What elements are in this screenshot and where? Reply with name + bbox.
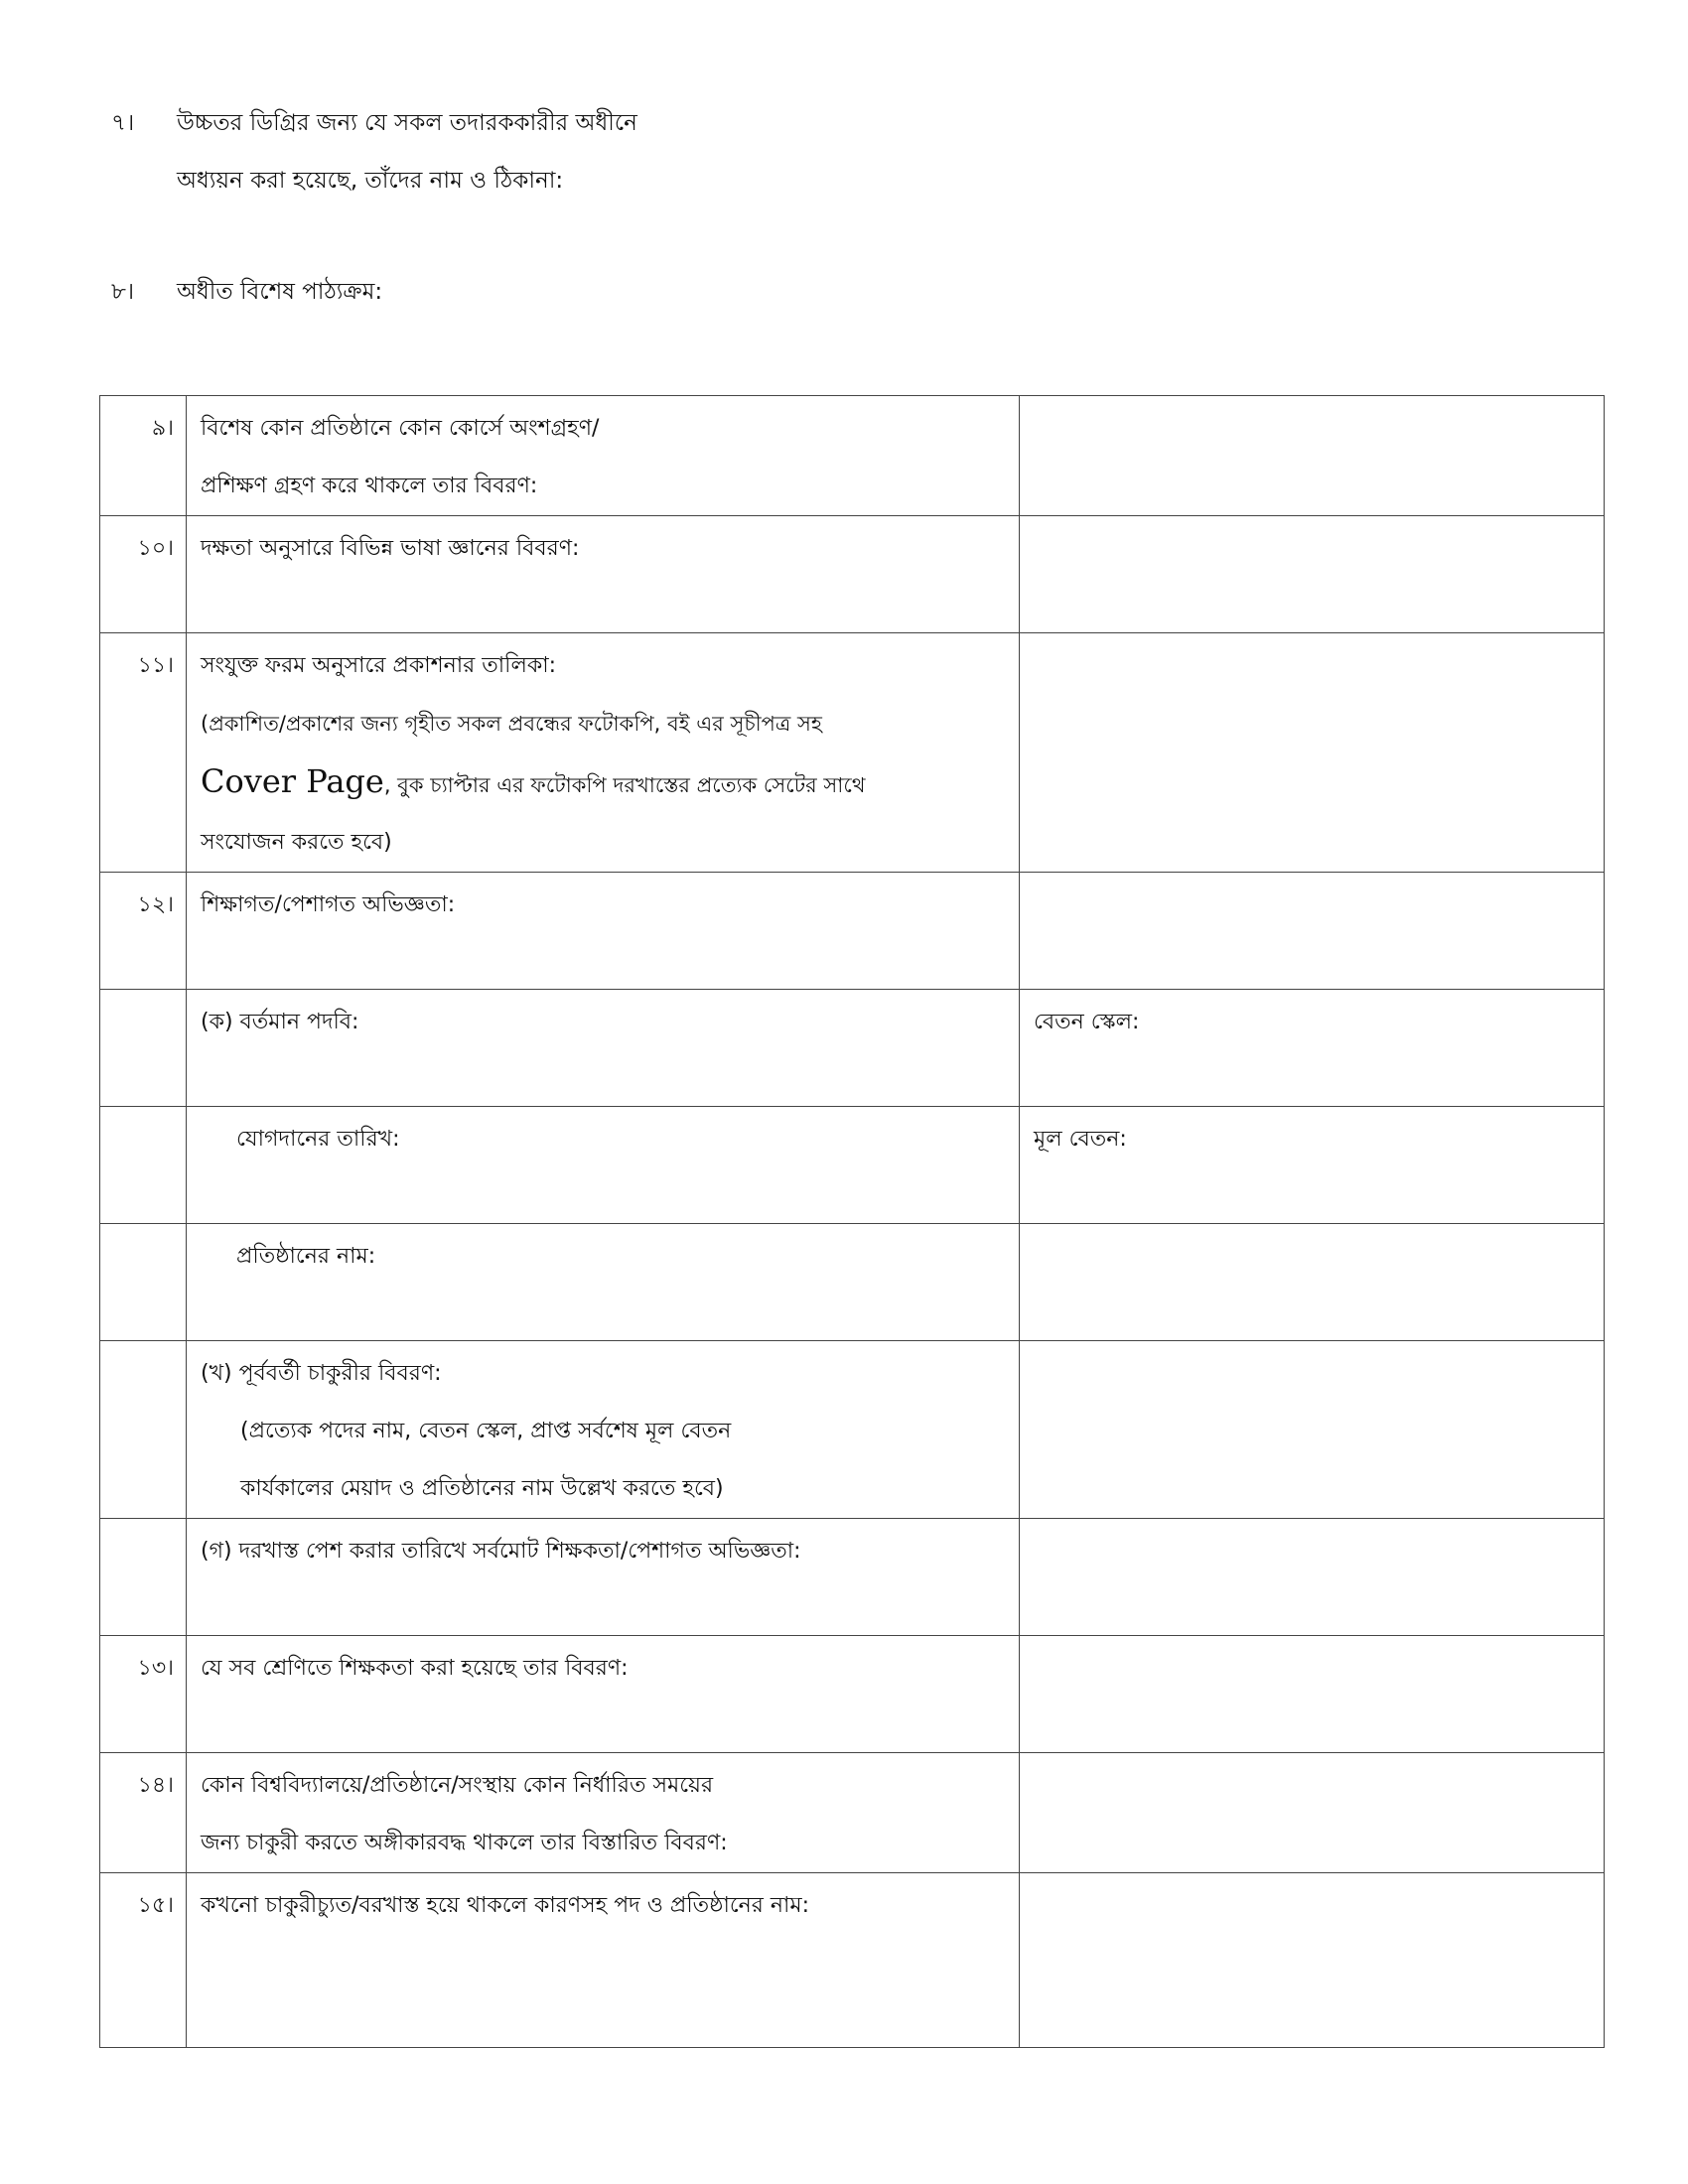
- table-row: [100, 516, 1605, 633]
- row-number-cell: [100, 1107, 187, 1224]
- row-label: (গ) দরখাস্ত পেশ করার তারিখে সর্বমোট শিক্ষকতা/পেশাগত অভিজ্ঞতা:: [201, 1539, 801, 1564]
- row-label-cell: [187, 1224, 1020, 1341]
- pay-scale-label: বেতন স্কেল:: [1034, 1010, 1140, 1034]
- answer-field[interactable]: [1020, 516, 1605, 633]
- row-number-cell: ১১।: [100, 633, 187, 873]
- row-label-cell: [187, 1873, 1020, 2048]
- row-label-cell: [187, 873, 1020, 990]
- row-label: কোন বিশ্ববিদ্যালয়ে/প্রতিষ্ঠানে/সংস্থায় কোন নির্ধারিত সময়ের: [201, 1773, 714, 1798]
- row-label-cell: [187, 1107, 1020, 1224]
- cover-page-text: Cover Page: [201, 762, 384, 800]
- row-number-cell: [100, 1341, 187, 1519]
- table-row: [100, 873, 1605, 990]
- row-number-cell: ১০।: [100, 516, 187, 633]
- row-label: সংযুক্ত ফরম অনুসারে প্রকাশনার তালিকা:: [201, 653, 557, 678]
- table-row: [100, 1107, 1605, 1224]
- row-label: কখনো চাকুরীচ্যুত/বরখাস্ত হয়ে থাকলে কারণসহ পদ ও প্রতিষ্ঠানের নাম:: [201, 1893, 810, 1918]
- row-label: (প্রত্যেক পদের নাম, বেতন স্কেল, প্রাপ্ত সর্বশেষ মূল বেতন: [240, 1419, 732, 1443]
- answer-field[interactable]: [1020, 1873, 1605, 2048]
- row-label-cell: [187, 396, 1020, 516]
- row-label-cell: [187, 1753, 1020, 1873]
- row-number-cell: [100, 1519, 187, 1636]
- item-text: অধ্যয়ন করা হয়েছে, তাঁদের নাম ও ঠিকানা:: [177, 168, 564, 194]
- row-number-cell: ১২।: [100, 873, 187, 990]
- row-label: (খ) পূর্ববর্তী চাকুরীর বিবরণ:: [201, 1361, 442, 1386]
- row-label: যে সব শ্রেণিতে শিক্ষকতা করা হয়েছে তার বিবরণ:: [201, 1656, 629, 1681]
- row-number-cell: [100, 1224, 187, 1341]
- table-row: [100, 1224, 1605, 1341]
- row-label-cell: [187, 1519, 1020, 1636]
- row-label: যোগদানের তারিখ:: [236, 1127, 400, 1152]
- table-row: [100, 1873, 1605, 2048]
- row-number-cell: ১৪।: [100, 1753, 187, 1873]
- row-number-cell: ১৩।: [100, 1636, 187, 1753]
- row-label-cell: [187, 1636, 1020, 1753]
- answer-field[interactable]: [1020, 1107, 1605, 1224]
- row-label: (প্রকাশিত/প্রকাশের জন্য গৃহীত সকল প্রবন্ধের ফটোকপি, বই এর সূচীপত্র সহ: [201, 712, 822, 736]
- item-number: ৮।: [111, 279, 135, 305]
- application-form-table: [99, 395, 1605, 2048]
- row-label: জন্য চাকুরী করতে অঙ্গীকারবদ্ধ থাকলে তার বিস্তারিত বিবরণ:: [201, 1831, 728, 1855]
- answer-field[interactable]: [1020, 633, 1605, 873]
- answer-field[interactable]: [1020, 1519, 1605, 1636]
- row-label-cell: [187, 516, 1020, 633]
- answer-field[interactable]: [1020, 1753, 1605, 1873]
- row-number-cell: ৯।: [100, 396, 187, 516]
- row-label: প্রশিক্ষণ গ্রহণ করে থাকলে তার বিবরণ:: [201, 474, 538, 498]
- row-label: [201, 752, 1005, 814]
- row-label: বিশেষ কোন প্রতিষ্ঠানে কোন কোর্সে অংশগ্রহণ/: [201, 416, 600, 441]
- answer-field[interactable]: [1020, 1224, 1605, 1341]
- answer-field[interactable]: [1020, 396, 1605, 516]
- row-label: শিক্ষাগত/পেশাগত অভিজ্ঞতা:: [201, 892, 456, 917]
- table-row: [100, 990, 1605, 1107]
- row-label-cell: [187, 633, 1020, 873]
- answer-field[interactable]: [1020, 1636, 1605, 1753]
- item-number: ৭।: [111, 110, 135, 136]
- answer-field[interactable]: [1020, 1341, 1605, 1519]
- table-row: [100, 1519, 1605, 1636]
- item-text: উচ্চতর ডিগ্রির জন্য যে সকল তদারককারীর অধীনে: [177, 110, 637, 136]
- table-row: [100, 1753, 1605, 1873]
- answer-field[interactable]: [1020, 873, 1605, 990]
- item-8: [111, 263, 1005, 323]
- row-label: সংযোজন করতে হবে): [201, 830, 392, 855]
- row-label-continued: , বুক চ্যাপ্টার এর ফটোকপি দরখাস্তের প্রত্যেক সেটের সাথে: [383, 773, 866, 797]
- table-row: [100, 633, 1605, 873]
- row-number-cell: [100, 990, 187, 1107]
- table-row: [100, 1636, 1605, 1753]
- row-label: কার্যকালের মেয়াদ ও প্রতিষ্ঠানের নাম উল্লেখ করতে হবে): [240, 1476, 724, 1501]
- table-row: [100, 1341, 1605, 1519]
- table-row: [100, 396, 1605, 516]
- answer-field[interactable]: [1020, 990, 1605, 1107]
- row-label-cell: [187, 990, 1020, 1107]
- row-label: দক্ষতা অনুসারে বিভিন্ন ভাষা জ্ঞানের বিবরণ:: [201, 536, 580, 561]
- item-7: [111, 94, 1005, 213]
- item-text: অধীত বিশেষ পাঠ্যক্রম:: [177, 279, 383, 305]
- row-label-cell: [187, 1341, 1020, 1519]
- basic-pay-label: মূল বেতন:: [1034, 1127, 1127, 1152]
- row-number-cell: ১৫।: [100, 1873, 187, 2048]
- row-label: প্রতিষ্ঠানের নাম:: [236, 1244, 376, 1269]
- row-label: (ক) বর্তমান পদবি:: [201, 1010, 359, 1034]
